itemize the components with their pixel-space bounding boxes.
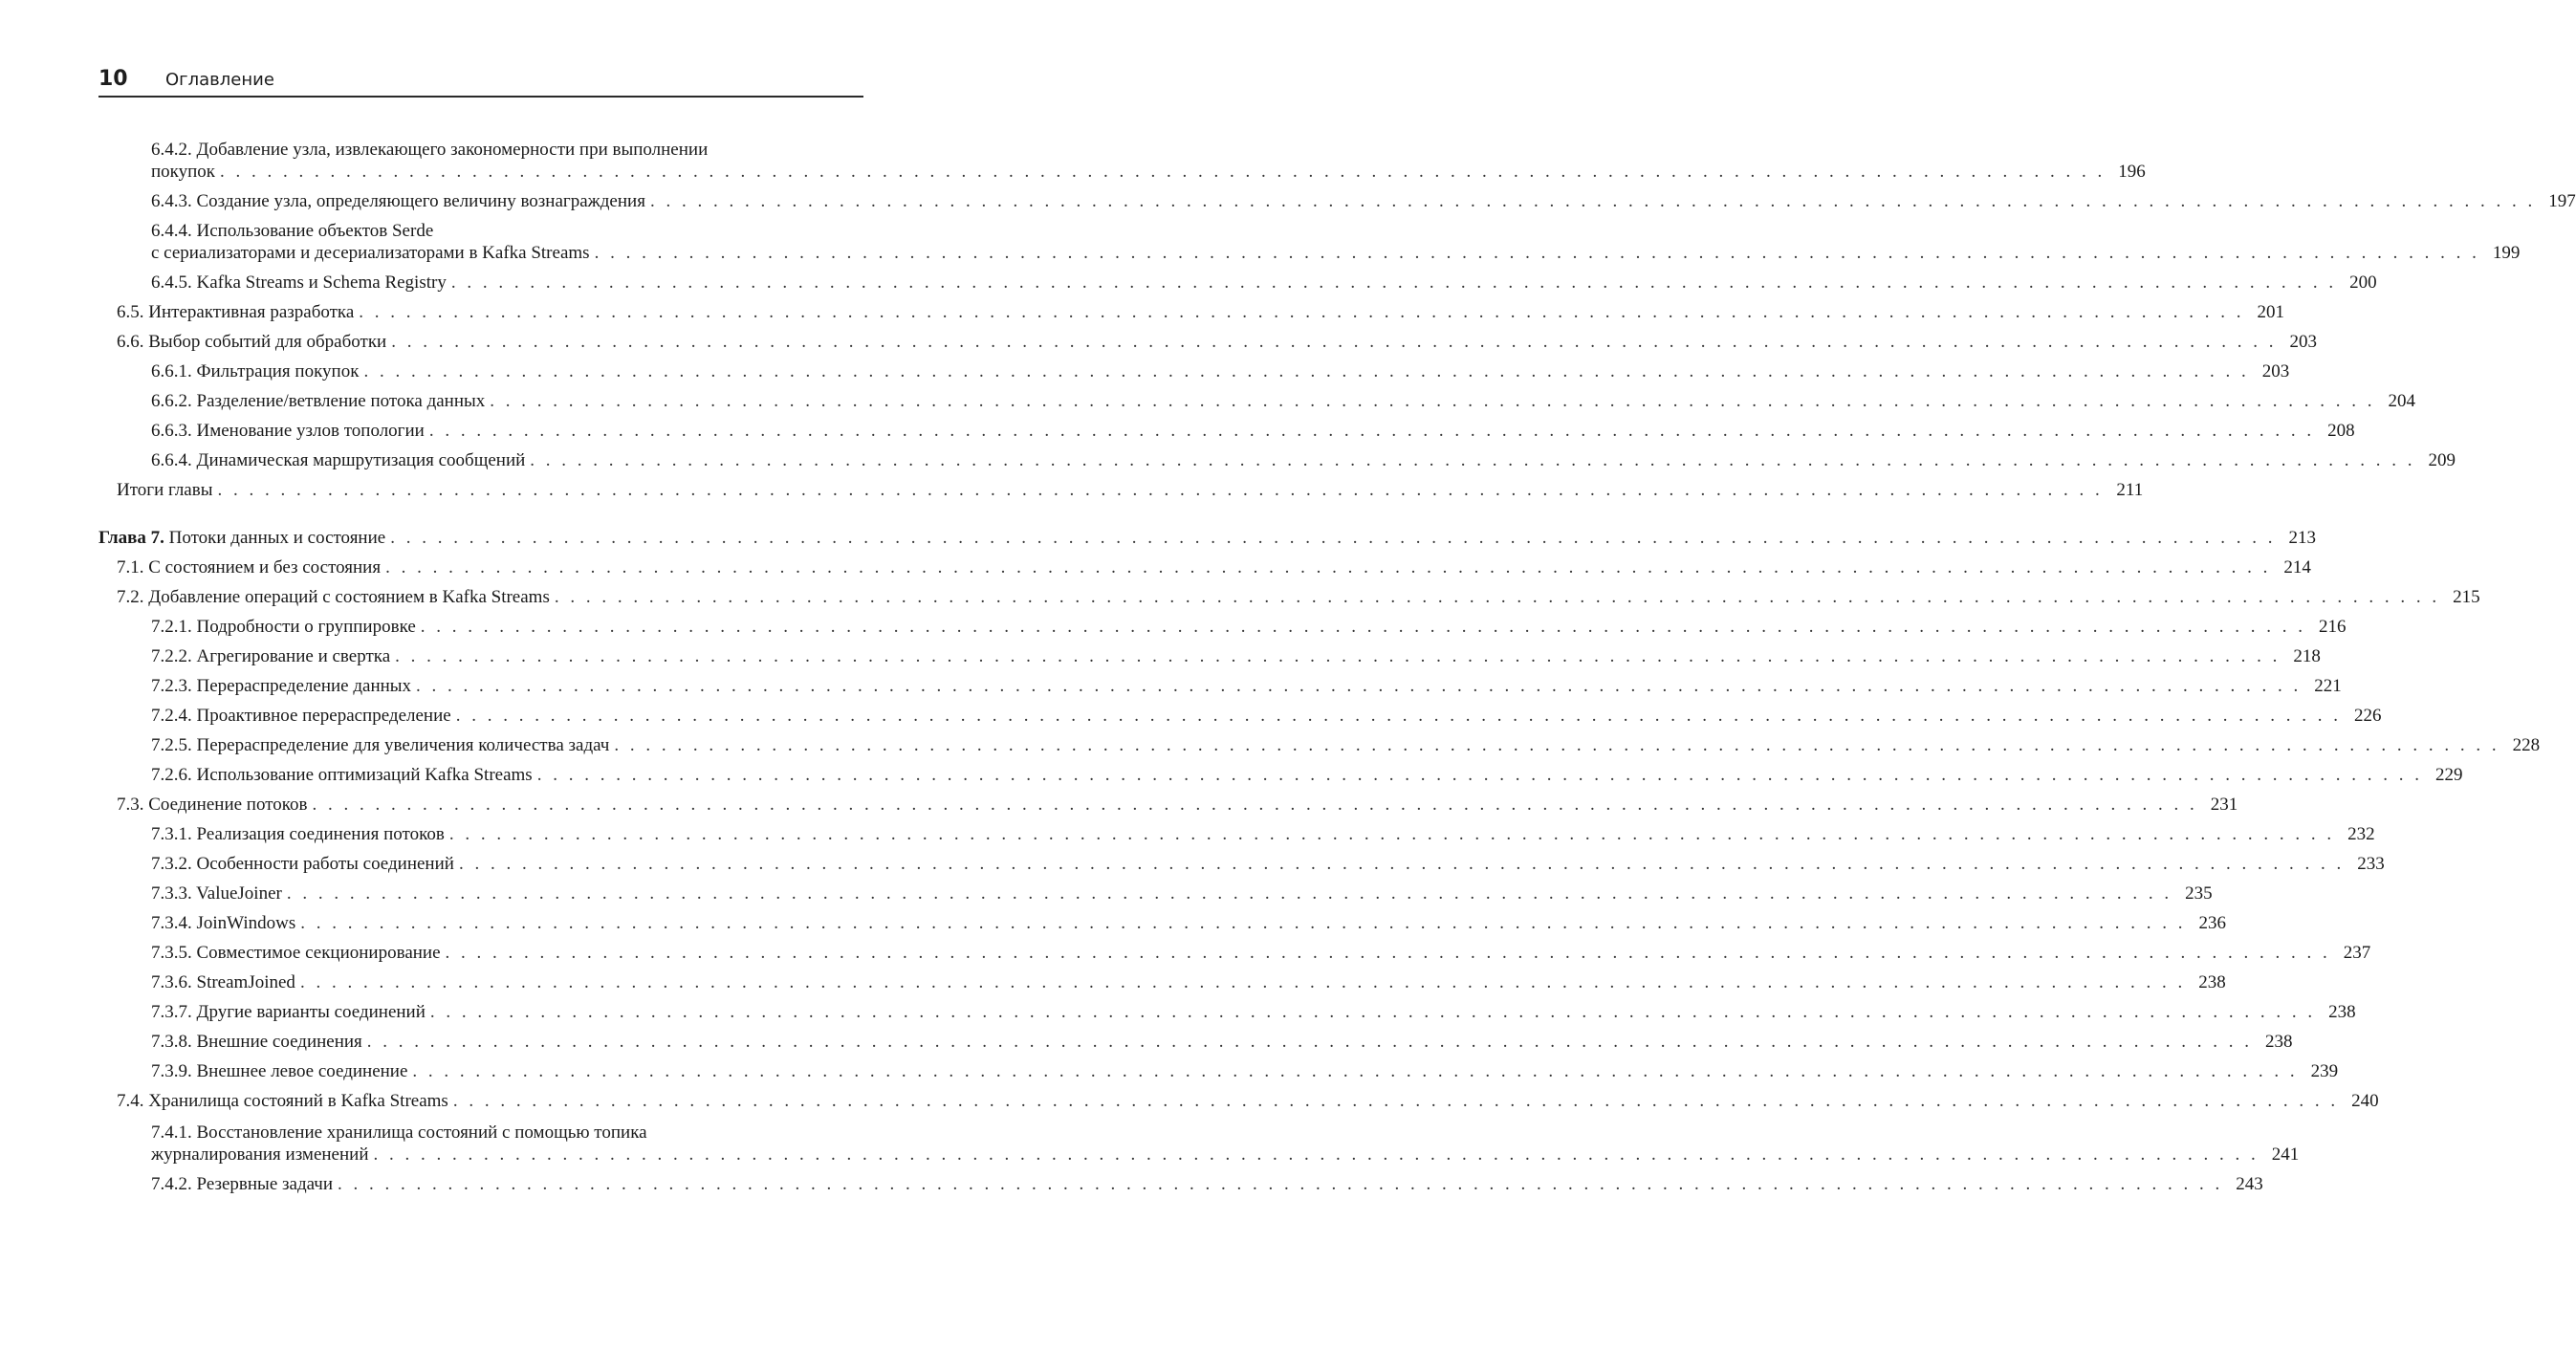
dot-leader: . . . . . . . . . . . . . . . . . . . . . . . . . . . . . . . . . . . . . . . . . . . . . . . . . . . . . . . . . . . . . . . . . . . . . . . . . . . . . . . . . . . . . . . . . . . . . . . . . . . . . . . . . . . . . . . . . . . . . . . . [594, 243, 2480, 263]
chapter-label: Глава 7. [98, 528, 164, 548]
toc-entry-title: 7.3. Соединение потоков [117, 795, 308, 815]
dot-leader: . . . . . . . . . . . . . . . . . . . . . . . . . . . . . . . . . . . . . . . . . . . . . . . . . . . . . . . . . . . . . . . . . . . . . . . . . . . . . . . . . . . . . . . . . . . . . . . . . . . . . . . . . . . . . . . . . . . . . . . . [300, 913, 2186, 933]
toc-entry [151, 942, 2371, 964]
toc-entry [151, 360, 2290, 382]
toc-entry [151, 912, 2226, 934]
toc-entry-title: 7.3.2. Особенности работы соединений [151, 854, 454, 874]
dot-leader: . . . . . . . . . . . . . . . . . . . . . . . . . . . . . . . . . . . . . . . . . . . . . . . . . . . . . . . . . . . . . . . . . . . . . . . . . . . . . . . . . . . . . . . . . . . . . . . . . . . . . . . . . . . . . . . . . . . . . . . . [428, 421, 2315, 441]
toc-entry-page: 240 [2351, 1091, 2379, 1111]
toc-entry-title: Потоки данных и состояние [168, 528, 386, 548]
toc-entry-page: 204 [2388, 391, 2416, 411]
toc-entry-page: 196 [2118, 162, 2146, 182]
dot-leader: . . . . . . . . . . . . . . . . . . . . . . . . . . . . . . . . . . . . . . . . . . . . . . . . . . . . . . . . . . . . . . . . . . . . . . . . . . . . . . . . . . . . . . . . . . . . . . . . . . . . . . . . . . . . . . . . . . . . . . . . [416, 676, 2302, 696]
toc-entry [151, 1173, 2263, 1195]
toc-entry-title: 7.3.4. JoinWindows [151, 913, 296, 933]
toc-entry-title: 7.4. Хранилища состояний в Kafka Streams [117, 1091, 448, 1111]
toc-entry [117, 556, 2311, 578]
toc-entry-title: 6.4.5. Kafka Streams и Schema Registry [151, 272, 447, 293]
toc-entry-page: 211 [2116, 480, 2144, 500]
toc-entry [151, 1060, 2339, 1082]
toc-entry-title: 6.6. Выбор событий для обработки [117, 332, 387, 352]
toc-entry-page: 231 [2210, 795, 2238, 815]
dot-leader: . . . . . . . . . . . . . . . . . . . . . . . . . . . . . . . . . . . . . . . . . . . . . . . . . . . . . . . . . . . . . . . . . . . . . . . . . . . . . . . . . . . . . . . . . . . . . . . . . . . . . . . . . . . . . . . . . . . . . . . . [286, 883, 2172, 904]
dot-leader: . . . . . . . . . . . . . . . . . . . . . . . . . . . . . . . . . . . . . . . . . . . . . . . . . . . . . . . . . . . . . . . . . . . . . . . . . . . . . . . . . . . . . . . . . . . . . . . . . . . . . . . . . . . . . . . . . . . . . . . . [554, 587, 2440, 607]
toc-entry [151, 705, 2382, 727]
toc-entry-page: 238 [2265, 1032, 2293, 1052]
toc-entry [151, 883, 2213, 904]
toc-entry-title: 6.5. Интерактивная разработка [117, 302, 355, 322]
toc-entry [151, 853, 2385, 875]
dot-leader: . . . . . . . . . . . . . . . . . . . . . . . . . . . . . . . . . . . . . . . . . . . . . . . . . . . . . . . . . . . . . . . . . . . . . . . . . . . . . . . . . . . . . . . . . . . . . . . . . . . . . . . . . . . . . . . . . . . . . . . . [373, 1144, 2259, 1165]
toc-entry [151, 1031, 2293, 1053]
toc-entry-title: 7.2.4. Проактивное перераспределение [151, 706, 451, 726]
toc-entry-page: 213 [2288, 528, 2316, 548]
toc-entry-title-line2: с сериализаторами и десериализаторами в Kafka Streams [151, 243, 590, 263]
toc-entry-title: 7.3.5. Совместимое секционирование [151, 943, 441, 963]
running-title: Оглавление [165, 70, 274, 90]
dot-leader: . . . . . . . . . . . . . . . . . . . . . . . . . . . . . . . . . . . . . . . . . . . . . . . . . . . . . . . . . . . . . . . . . . . . . . . . . . . . . . . . . . . . . . . . . . . . . . . . . . . . . . . . . . . . . . . . . . . . . . . . [391, 332, 2277, 352]
toc-entry-page: 233 [2357, 854, 2385, 874]
toc-entry [151, 823, 2375, 845]
dot-leader: . . . . . . . . . . . . . . . . . . . . . . . . . . . . . . . . . . . . . . . . . . . . . . . . . . . . . . . . . . . . . . . . . . . . . . . . . . . . . . . . . . . . . . . . . . . . . . . . . . . . . . . . . . . . . . . . . . . . . . . . [448, 824, 2335, 844]
toc-entry-title: 7.3.3. ValueJoiner [151, 883, 282, 904]
toc-entry [151, 190, 2576, 212]
toc-entry [151, 420, 2355, 442]
dot-leader: . . . . . . . . . . . . . . . . . . . . . . . . . . . . . . . . . . . . . . . . . . . . . . . . . . . . . . . . . . . . . . . . . . . . . . . . . . . . . . . . . . . . . . . . . . . . . . . . . . . . . . . . . . . . . . . . . . . . . . . . [312, 795, 2198, 815]
dot-leader: . . . . . . . . . . . . . . . . . . . . . . . . . . . . . . . . . . . . . . . . . . . . . . . . . . . . . . . . . . . . . . . . . . . . . . . . . . . . . . . . . . . . . . . . . . . . . . . . . . . . . . . . . . . . . . . . . . . . . . . . [299, 972, 2186, 992]
toc-entry-page: 221 [2314, 676, 2342, 696]
toc-entry-page: 238 [2328, 1002, 2356, 1022]
toc-entry-title-line1: 6.4.4. Использование объектов Serde [151, 221, 434, 241]
toc-entry [151, 734, 2541, 756]
toc-entry-page: 201 [2257, 302, 2285, 322]
toc-entry-title-line2: журналирования изменений [151, 1144, 369, 1165]
toc-entry-page: 208 [2327, 421, 2355, 441]
toc-entry-title: 6.6.2. Разделение/ветвление потока данных [151, 391, 486, 411]
toc-entry [151, 449, 2456, 471]
toc-entry-page: 243 [2236, 1174, 2263, 1194]
toc-entry-title: 7.2.1. Подробности о группировке [151, 617, 416, 637]
dot-leader: . . . . . . . . . . . . . . . . . . . . . . . . . . . . . . . . . . . . . . . . . . . . . . . . . . . . . . . . . . . . . . . . . . . . . . . . . . . . . . . . . . . . . . . . . . . . . . . . . . . . . . . . . . . . . . . . . . . . . . . . [445, 943, 2331, 963]
toc-entry-title: 7.2.2. Агрегирование и свертка [151, 646, 391, 666]
dot-leader: . . . . . . . . . . . . . . . . . . . . . . . . . . . . . . . . . . . . . . . . . . . . . . . . . . . . . . . . . . . . . . . . . . . . . . . . . . . . . . . . . . . . . . . . . . . . . . . . . . . . . . . . . . . . . . . . . . . . . . . . [385, 557, 2271, 577]
toc-entry-page: 235 [2185, 883, 2213, 904]
toc-entry [117, 794, 2238, 816]
toc-entry-title: 6.6.1. Фильтрация покупок [151, 361, 360, 381]
toc-entry-title: Итоги главы [117, 480, 213, 500]
dot-leader: . . . . . . . . . . . . . . . . . . . . . . . . . . . . . . . . . . . . . . . . . . . . . . . . . . . . . . . . . . . . . . . . . . . . . . . . . . . . . . . . . . . . . . . . . . . . . . . . . . . . . . . . . . . . . . . . . . . . . . . . [455, 706, 2342, 726]
dot-leader: . . . . . . . . . . . . . . . . . . . . . . . . . . . . . . . . . . . . . . . . . . . . . . . . . . . . . . . . . . . . . . . . . . . . . . . . . . . . . . . . . . . . . . . . . . . . . . . . . . . . . . . . . . . . . . . . . . . . . . . . [220, 162, 2106, 182]
toc-entry-title: 7.2.3. Перераспределение данных [151, 676, 412, 696]
toc-entry-page: 232 [2347, 824, 2375, 844]
dot-leader: . . . . . . . . . . . . . . . . . . . . . . . . . . . . . . . . . . . . . . . . . . . . . . . . . . . . . . . . . . . . . . . . . . . . . . . . . . . . . . . . . . . . . . . . . . . . . . . . . . . . . . . . . . . . . . . . . . . . . . . . [490, 391, 2376, 411]
toc-entry [151, 645, 2321, 667]
toc-entry-page: 215 [2453, 587, 2480, 607]
toc-entry-page: 200 [2349, 272, 2377, 293]
dot-leader: . . . . . . . . . . . . . . . . . . . . . . . . . . . . . . . . . . . . . . . . . . . . . . . . . . . . . . . . . . . . . . . . . . . . . . . . . . . . . . . . . . . . . . . . . . . . . . . . . . . . . . . . . . . . . . . . . . . . . . . . [217, 480, 2104, 500]
toc-entry-page: 216 [2319, 617, 2347, 637]
toc-entry [151, 675, 2342, 697]
toc-chapter-entry [98, 527, 2316, 549]
dot-leader: . . . . . . . . . . . . . . . . . . . . . . . . . . . . . . . . . . . . . . . . . . . . . . . . . . . . . . . . . . . . . . . . . . . . . . . . . . . . . . . . . . . . . . . . . . . . . . . . . . . . . . . . . . . . . . . . . . . . . . . . [458, 854, 2345, 874]
toc-entry-page: 238 [2198, 972, 2226, 992]
toc-entry-title: 7.2. Добавление операций с состоянием в Kafka Streams [117, 587, 550, 607]
toc-entry-page: 199 [2492, 243, 2521, 263]
dot-leader: . . . . . . . . . . . . . . . . . . . . . . . . . . . . . . . . . . . . . . . . . . . . . . . . . . . . . . . . . . . . . . . . . . . . . . . . . . . . . . . . . . . . . . . . . . . . . . . . . . . . . . . . . . . . . . . . . . . . . . . . [366, 1032, 2253, 1052]
toc-entry-title-line1: 6.4.2. Добавление узла, извлекающего закономерности при выполнении [151, 140, 709, 160]
toc-entry-page: 197 [2548, 191, 2576, 211]
dot-leader: . . . . . . . . . . . . . . . . . . . . . . . . . . . . . . . . . . . . . . . . . . . . . . . . . . . . . . . . . . . . . . . . . . . . . . . . . . . . . . . . . . . . . . . . . . . . . . . . . . . . . . . . . . . . . . . . . . . . . . . . [614, 735, 2500, 755]
toc-entry [151, 1001, 2356, 1023]
toc-entry-title: 6.4.3. Создание узла, определяющего величину вознаграждения [151, 191, 645, 211]
dot-leader: . . . . . . . . . . . . . . . . . . . . . . . . . . . . . . . . . . . . . . . . . . . . . . . . . . . . . . . . . . . . . . . . . . . . . . . . . . . . . . . . . . . . . . . . . . . . . . . . . . . . . . . . . . . . . . . . . . . . . . . . [530, 450, 2416, 470]
toc-entry-title: 7.3.6. StreamJoined [151, 972, 295, 992]
toc-entry [151, 390, 2416, 412]
toc-entry-page: 209 [2428, 450, 2456, 470]
toc-entry-page: 203 [2289, 332, 2317, 352]
dot-leader: . . . . . . . . . . . . . . . . . . . . . . . . . . . . . . . . . . . . . . . . . . . . . . . . . . . . . . . . . . . . . . . . . . . . . . . . . . . . . . . . . . . . . . . . . . . . . . . . . . . . . . . . . . . . . . . . . . . . . . . . [420, 617, 2306, 637]
toc-entry [117, 301, 2285, 323]
toc-entry [151, 1122, 2300, 1166]
toc-entry-title: 7.3.9. Внешнее левое соединение [151, 1061, 408, 1081]
dot-leader: . . . . . . . . . . . . . . . . . . . . . . . . . . . . . . . . . . . . . . . . . . . . . . . . . . . . . . . . . . . . . . . . . . . . . . . . . . . . . . . . . . . . . . . . . . . . . . . . . . . . . . . . . . . . . . . . . . . . . . . . [649, 191, 2536, 211]
toc-entry-title: 7.2.6. Использование оптимизаций Kafka Streams [151, 765, 533, 785]
toc-entry-page: 229 [2434, 765, 2463, 785]
toc-entry-title: 7.3.1. Реализация соединения потоков [151, 824, 445, 844]
dot-leader: . . . . . . . . . . . . . . . . . . . . . . . . . . . . . . . . . . . . . . . . . . . . . . . . . . . . . . . . . . . . . . . . . . . . . . . . . . . . . . . . . . . . . . . . . . . . . . . . . . . . . . . . . . . . . . . . . . . . . . . . [390, 528, 2276, 548]
toc-entry [151, 220, 2521, 264]
dot-leader: . . . . . . . . . . . . . . . . . . . . . . . . . . . . . . . . . . . . . . . . . . . . . . . . . . . . . . . . . . . . . . . . . . . . . . . . . . . . . . . . . . . . . . . . . . . . . . . . . . . . . . . . . . . . . . . . . . . . . . . . [450, 272, 2337, 293]
toc-entry [151, 272, 2377, 294]
toc-entry-page: 214 [2283, 557, 2311, 577]
toc-entry-title-line2: покупок [151, 162, 216, 182]
toc-entry-page: 228 [2512, 735, 2541, 755]
dot-leader: . . . . . . . . . . . . . . . . . . . . . . . . . . . . . . . . . . . . . . . . . . . . . . . . . . . . . . . . . . . . . . . . . . . . . . . . . . . . . . . . . . . . . . . . . . . . . . . . . . . . . . . . . . . . . . . . . . . . . . . . [412, 1061, 2299, 1081]
toc-entry-page: 241 [2271, 1144, 2300, 1165]
toc-entry-title: 7.4.2. Резервные задачи [151, 1174, 334, 1194]
toc-entry [117, 1090, 2379, 1112]
toc-entry [151, 764, 2463, 786]
toc-entry-page: 203 [2261, 361, 2290, 381]
toc-entry [117, 479, 2144, 501]
toc-entry-title: 6.6.4. Динамическая маршрутизация сообщений [151, 450, 526, 470]
toc-entry-page: 218 [2293, 646, 2321, 666]
toc-entry-page: 226 [2353, 706, 2382, 726]
toc-entry-page: 239 [2310, 1061, 2339, 1081]
toc-entry [117, 586, 2480, 608]
dot-leader: . . . . . . . . . . . . . . . . . . . . . . . . . . . . . . . . . . . . . . . . . . . . . . . . . . . . . . . . . . . . . . . . . . . . . . . . . . . . . . . . . . . . . . . . . . . . . . . . . . . . . . . . . . . . . . . . . . . . . . . . [536, 765, 2423, 785]
toc-entry-page: 236 [2198, 913, 2226, 933]
dot-leader: . . . . . . . . . . . . . . . . . . . . . . . . . . . . . . . . . . . . . . . . . . . . . . . . . . . . . . . . . . . . . . . . . . . . . . . . . . . . . . . . . . . . . . . . . . . . . . . . . . . . . . . . . . . . . . . . . . . . . . . . [452, 1091, 2339, 1111]
toc-entry-page: 237 [2343, 943, 2371, 963]
page-number: 10 [98, 67, 128, 91]
toc-entry-title: 6.6.3. Именование узлов топологии [151, 421, 425, 441]
dot-leader: . . . . . . . . . . . . . . . . . . . . . . . . . . . . . . . . . . . . . . . . . . . . . . . . . . . . . . . . . . . . . . . . . . . . . . . . . . . . . . . . . . . . . . . . . . . . . . . . . . . . . . . . . . . . . . . . . . . . . . . . [338, 1174, 2223, 1194]
toc-entry [151, 616, 2347, 638]
toc-entry-title: 7.3.7. Другие варианты соединений [151, 1002, 426, 1022]
toc-entry [117, 331, 2317, 353]
dot-leader: . . . . . . . . . . . . . . . . . . . . . . . . . . . . . . . . . . . . . . . . . . . . . . . . . . . . . . . . . . . . . . . . . . . . . . . . . . . . . . . . . . . . . . . . . . . . . . . . . . . . . . . . . . . . . . . . . . . . . . . . [395, 646, 2281, 666]
toc-entry-title: 7.2.5. Перераспределение для увеличения количества задач [151, 735, 610, 755]
toc-entry [151, 139, 2146, 183]
toc-entry [151, 971, 2226, 993]
dot-leader: . . . . . . . . . . . . . . . . . . . . . . . . . . . . . . . . . . . . . . . . . . . . . . . . . . . . . . . . . . . . . . . . . . . . . . . . . . . . . . . . . . . . . . . . . . . . . . . . . . . . . . . . . . . . . . . . . . . . . . . . [429, 1002, 2316, 1022]
toc-entry-title: 7.3.8. Внешние соединения [151, 1032, 362, 1052]
dot-leader: . . . . . . . . . . . . . . . . . . . . . . . . . . . . . . . . . . . . . . . . . . . . . . . . . . . . . . . . . . . . . . . . . . . . . . . . . . . . . . . . . . . . . . . . . . . . . . . . . . . . . . . . . . . . . . . . . . . . . . . . [359, 302, 2245, 322]
dot-leader: . . . . . . . . . . . . . . . . . . . . . . . . . . . . . . . . . . . . . . . . . . . . . . . . . . . . . . . . . . . . . . . . . . . . . . . . . . . . . . . . . . . . . . . . . . . . . . . . . . . . . . . . . . . . . . . . . . . . . . . . [363, 361, 2250, 381]
toc-entry-title-line1: 7.4.1. Восстановление хранилища состояний с помощью топика [151, 1122, 647, 1143]
toc-entry-title: 7.1. С состоянием и без состояния [117, 557, 382, 577]
